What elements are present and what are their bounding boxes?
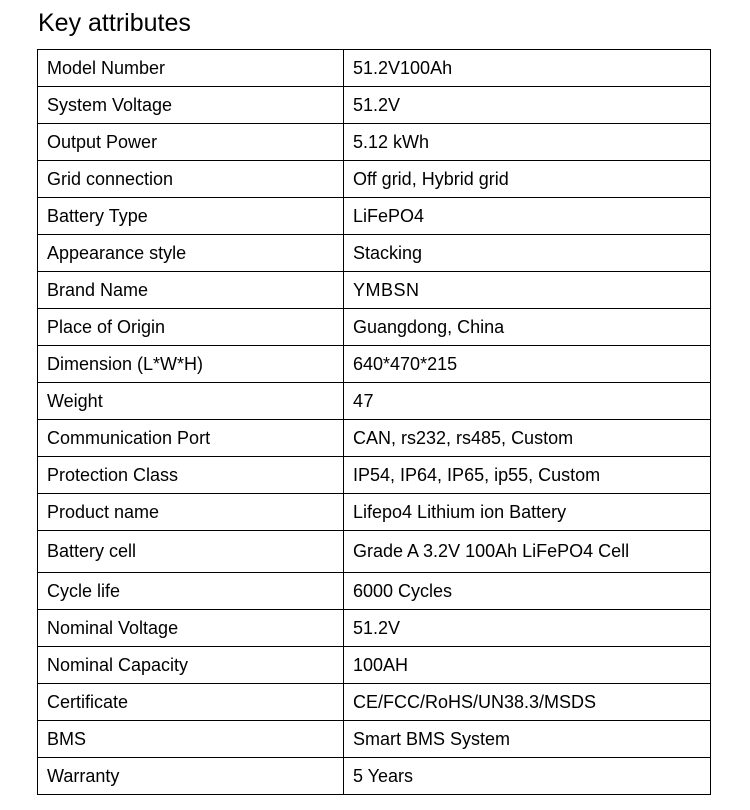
table-row (38, 494, 711, 531)
table-row (38, 610, 711, 647)
attribute-value: IP54, IP64, IP65, ip55, Custom (344, 457, 711, 494)
attribute-value: 51.2V (344, 610, 711, 647)
attribute-label: BMS (38, 721, 344, 758)
attribute-value: 5.12 kWh (344, 124, 711, 161)
attribute-label: Place of Origin (38, 309, 344, 346)
table-row (38, 573, 711, 610)
attribute-value: 6000 Cycles (344, 573, 711, 610)
table-row (38, 721, 711, 758)
attribute-value: 51.2V100Ah (344, 50, 711, 87)
table-row (38, 346, 711, 383)
attribute-value: 640*470*215 (344, 346, 711, 383)
page-title: Key attributes (38, 9, 191, 37)
attribute-value: Off grid, Hybrid grid (344, 161, 711, 198)
attribute-label: Brand Name (38, 272, 344, 309)
attribute-label: Protection Class (38, 457, 344, 494)
attribute-label: Product name (38, 494, 344, 531)
table-row (38, 647, 711, 684)
table-row (38, 383, 711, 420)
attribute-label: Cycle life (38, 573, 344, 610)
attribute-label: Communication Port (38, 420, 344, 457)
attribute-value: CAN, rs232, rs485, Custom (344, 420, 711, 457)
key-attributes-table (37, 49, 711, 795)
table-row (38, 531, 711, 573)
table-row (38, 684, 711, 721)
table-row (38, 309, 711, 346)
attribute-value: 100AH (344, 647, 711, 684)
table-row (38, 198, 711, 235)
attribute-value: Smart BMS System (344, 721, 711, 758)
attribute-value: YMBSN (344, 272, 711, 309)
attribute-value: Stacking (344, 235, 711, 272)
attribute-value: Guangdong, China (344, 309, 711, 346)
table-row (38, 124, 711, 161)
attribute-label: System Voltage (38, 87, 344, 124)
attribute-value: LiFePO4 (344, 198, 711, 235)
table-row (38, 87, 711, 124)
attribute-value: Grade A 3.2V 100Ah LiFePO4 Cell (344, 531, 711, 573)
attribute-label: Dimension (L*W*H) (38, 346, 344, 383)
attribute-label: Nominal Capacity (38, 647, 344, 684)
attribute-value: CE/FCC/RoHS/UN38.3/MSDS (344, 684, 711, 721)
attribute-label: Appearance style (38, 235, 344, 272)
table-row (38, 235, 711, 272)
attribute-label: Battery Type (38, 198, 344, 235)
table-row (38, 272, 711, 309)
attribute-label: Warranty (38, 758, 344, 795)
table-row (38, 161, 711, 198)
attribute-label: Model Number (38, 50, 344, 87)
table-row (38, 457, 711, 494)
attribute-value: 51.2V (344, 87, 711, 124)
attribute-label: Certificate (38, 684, 344, 721)
attribute-value: 47 (344, 383, 711, 420)
attribute-label: Output Power (38, 124, 344, 161)
attribute-value: Lifepo4 Lithium ion Battery (344, 494, 711, 531)
attribute-value: 5 Years (344, 758, 711, 795)
table-row (38, 50, 711, 87)
table-row (38, 758, 711, 795)
attribute-label: Grid connection (38, 161, 344, 198)
attribute-label: Nominal Voltage (38, 610, 344, 647)
attribute-label: Weight (38, 383, 344, 420)
attribute-label: Battery cell (38, 531, 344, 573)
table-row (38, 420, 711, 457)
